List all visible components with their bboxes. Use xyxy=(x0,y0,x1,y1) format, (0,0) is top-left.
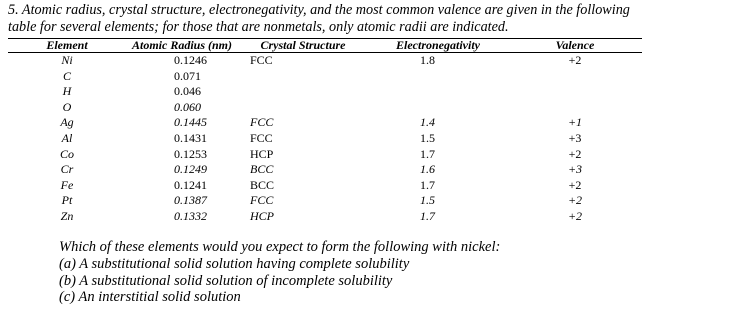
question-line-2: table for several elements; for those that are nonmetals, only atomic radii are indicated. xyxy=(8,19,509,35)
table-row xyxy=(8,131,642,147)
cell-electronegativity: 1.4 xyxy=(420,115,435,130)
cell-element: Co xyxy=(59,146,74,161)
table-row xyxy=(8,147,642,163)
cell-element: Fe xyxy=(60,177,74,192)
element-properties-table xyxy=(8,38,642,225)
cell-atomic-radius: 0.1253 xyxy=(174,146,207,161)
cell-electronegativity xyxy=(368,84,508,100)
sub-question-c: (c) An interstitial solid solution xyxy=(59,289,241,306)
cell-element: Cr xyxy=(60,162,74,177)
table-row xyxy=(8,84,642,100)
sub-question-b: (b) A substitutional solid solution of incomplete solubility xyxy=(59,272,393,289)
cell-atomic-radius: 0.071 xyxy=(174,68,201,83)
cell-electronegativity: 1.5 xyxy=(420,193,435,208)
cell-atomic-radius: 0.1332 xyxy=(174,208,207,223)
cell-valence: +1 xyxy=(567,115,583,130)
cell-electronegativity xyxy=(368,69,508,85)
table-row xyxy=(8,178,642,194)
cell-crystal-structure: FCC xyxy=(250,115,274,130)
cell-crystal-structure: FCC xyxy=(250,53,273,67)
question-text xyxy=(8,2,740,36)
cell-crystal-structure xyxy=(238,100,368,116)
cell-crystal-structure: FCC xyxy=(250,130,273,145)
cell-atomic-radius: 0.1249 xyxy=(174,162,207,177)
cell-electronegativity: 1.7 xyxy=(420,177,435,192)
cell-atomic-radius: 0.1387 xyxy=(174,193,207,208)
table-row xyxy=(8,100,642,116)
cell-electronegativity: 1.6 xyxy=(420,162,435,177)
cell-atomic-radius: 0.1246 xyxy=(174,53,207,67)
cell-electronegativity: 1.8 xyxy=(420,53,435,67)
cell-valence: +2 xyxy=(567,208,583,223)
cell-atomic-radius: 0.046 xyxy=(174,84,201,99)
table-row xyxy=(8,69,642,85)
cell-valence xyxy=(508,69,642,85)
sub-question-a: (a) A substitutional solid solution having complete solubility xyxy=(59,255,410,272)
header-element: Element xyxy=(8,39,126,53)
cell-valence xyxy=(508,84,642,100)
table-header-row xyxy=(8,39,642,53)
cell-valence: +2 xyxy=(567,193,583,208)
header-valence: Valence xyxy=(508,39,642,53)
cell-valence: +2 xyxy=(568,53,582,67)
cell-atomic-radius: 0.060 xyxy=(174,99,201,114)
cell-crystal-structure xyxy=(238,84,368,100)
cell-crystal-structure: BCC xyxy=(250,162,274,177)
cell-crystal-structure xyxy=(238,69,368,85)
cell-element: Al xyxy=(61,130,73,145)
header-electronegativity: Electronegativity xyxy=(368,39,508,53)
prompt-intro: Which of these elements would you expect to form the following with nickel: xyxy=(59,239,501,255)
cell-crystal-structure: FCC xyxy=(250,193,274,208)
cell-atomic-radius: 0.1241 xyxy=(174,177,207,192)
table-row xyxy=(8,193,642,209)
header-crystal-structure: Crystal Structure xyxy=(238,39,368,53)
cell-valence: +2 xyxy=(568,146,582,161)
cell-element: H xyxy=(62,84,72,99)
cell-crystal-structure: HCP xyxy=(250,146,274,161)
table-row xyxy=(8,209,642,225)
cell-crystal-structure: HCP xyxy=(250,208,274,223)
cell-element: Ag xyxy=(60,115,74,130)
cell-atomic-radius: 0.1431 xyxy=(174,130,207,145)
data-table xyxy=(8,38,642,225)
cell-valence: +3 xyxy=(567,162,583,177)
table-row xyxy=(8,53,642,69)
cell-element: O xyxy=(62,99,72,114)
cell-valence: +2 xyxy=(568,177,582,192)
sub-questions xyxy=(59,239,500,306)
cell-electronegativity xyxy=(368,100,508,116)
cell-element: Zn xyxy=(60,208,74,223)
cell-electronegativity: 1.7 xyxy=(420,208,435,223)
table-row xyxy=(8,115,642,131)
cell-element: C xyxy=(62,68,71,83)
cell-crystal-structure: BCC xyxy=(250,177,275,192)
cell-electronegativity: 1.7 xyxy=(420,146,435,161)
table-row xyxy=(8,162,642,178)
table-body xyxy=(8,53,642,225)
cell-valence xyxy=(508,100,642,116)
question-line-1: 5. Atomic radius, crystal structure, electronegativity, and the most common valence are given in the following xyxy=(8,2,630,18)
cell-electronegativity: 1.5 xyxy=(420,130,435,145)
cell-element: Ni xyxy=(61,53,73,67)
header-atomic-radius: Atomic Radius (nm) xyxy=(126,39,238,53)
cell-element: Pt xyxy=(61,193,73,208)
cell-atomic-radius: 0.1445 xyxy=(174,115,207,130)
cell-valence: +3 xyxy=(568,130,582,145)
